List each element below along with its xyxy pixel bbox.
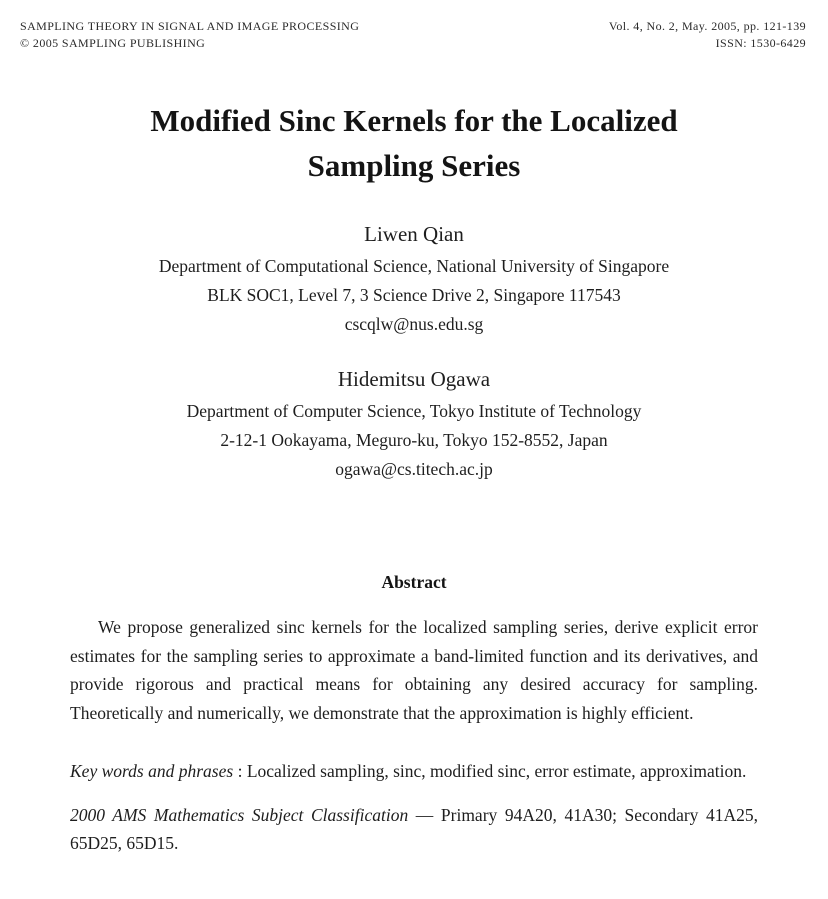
classification-line [70, 801, 758, 858]
author-1-email: cscqlw@nus.edu.sg [344, 314, 484, 334]
author-2-affiliation-line-1: Department of Computer Science, Tokyo Institute of Technology [186, 401, 642, 421]
abstract-text: We propose generalized sinc kernels for the localized sampling series, derive explicit error estimates for the sampling series to approximate a band-limited function and its derivatives, and provide rigorous and practical means for obtaining any desired accuracy for sampling. Theoretically and numerically, we demonstrate that the approximation is highly efficient. [70, 617, 758, 723]
classification-label: 2000 AMS Mathematics Subject Classification [70, 804, 409, 825]
author-2-email: ogawa@cs.titech.ac.jp [335, 459, 493, 479]
author-1-affiliation-line-1: Department of Computational Science, National University of Singapore [158, 256, 670, 276]
author-block-2 [0, 363, 828, 484]
classification-text: Primary 94A20, 41A30; Secondary 41A25, 65D25, 65D15. [70, 804, 759, 853]
classification-separator: — [408, 804, 441, 825]
title-line-1: Modified Sinc Kernels for the Localized [150, 103, 678, 138]
author-1-name: Liwen Qian [364, 222, 464, 246]
author-2-affiliation-line-2: 2-12-1 Ookayama, Meguro-ku, Tokyo 152-8552, Japan [220, 430, 608, 450]
abstract-heading: Abstract [381, 572, 447, 592]
journal-header-right [609, 18, 806, 52]
journal-copyright: © 2005 SAMPLING PUBLISHING [20, 36, 206, 50]
journal-volume-info: Vol. 4, No. 2, May. 2005, pp. 121-139 [608, 19, 806, 33]
journal-issn: ISSN: 1530-6429 [715, 36, 806, 50]
author-2-name: Hidemitsu Ogawa [337, 367, 491, 391]
journal-name: SAMPLING THEORY IN SIGNAL AND IMAGE PROCESSING [20, 19, 360, 33]
keywords-label: Key words and phrases [70, 761, 234, 781]
title-line-2: Sampling Series [307, 148, 521, 183]
journal-header-left [20, 18, 359, 52]
author-block-1 [0, 218, 828, 339]
author-1-affiliation-line-2: BLK SOC1, Level 7, 3 Science Drive 2, Singapore 117543 [207, 285, 621, 305]
page-title [0, 98, 828, 188]
keywords-text: Localized sampling, sinc, modified sinc, error estimate, approximation. [246, 761, 747, 781]
keywords-line [70, 757, 758, 786]
journal-header [0, 0, 828, 52]
keywords-separator: : [233, 761, 247, 781]
